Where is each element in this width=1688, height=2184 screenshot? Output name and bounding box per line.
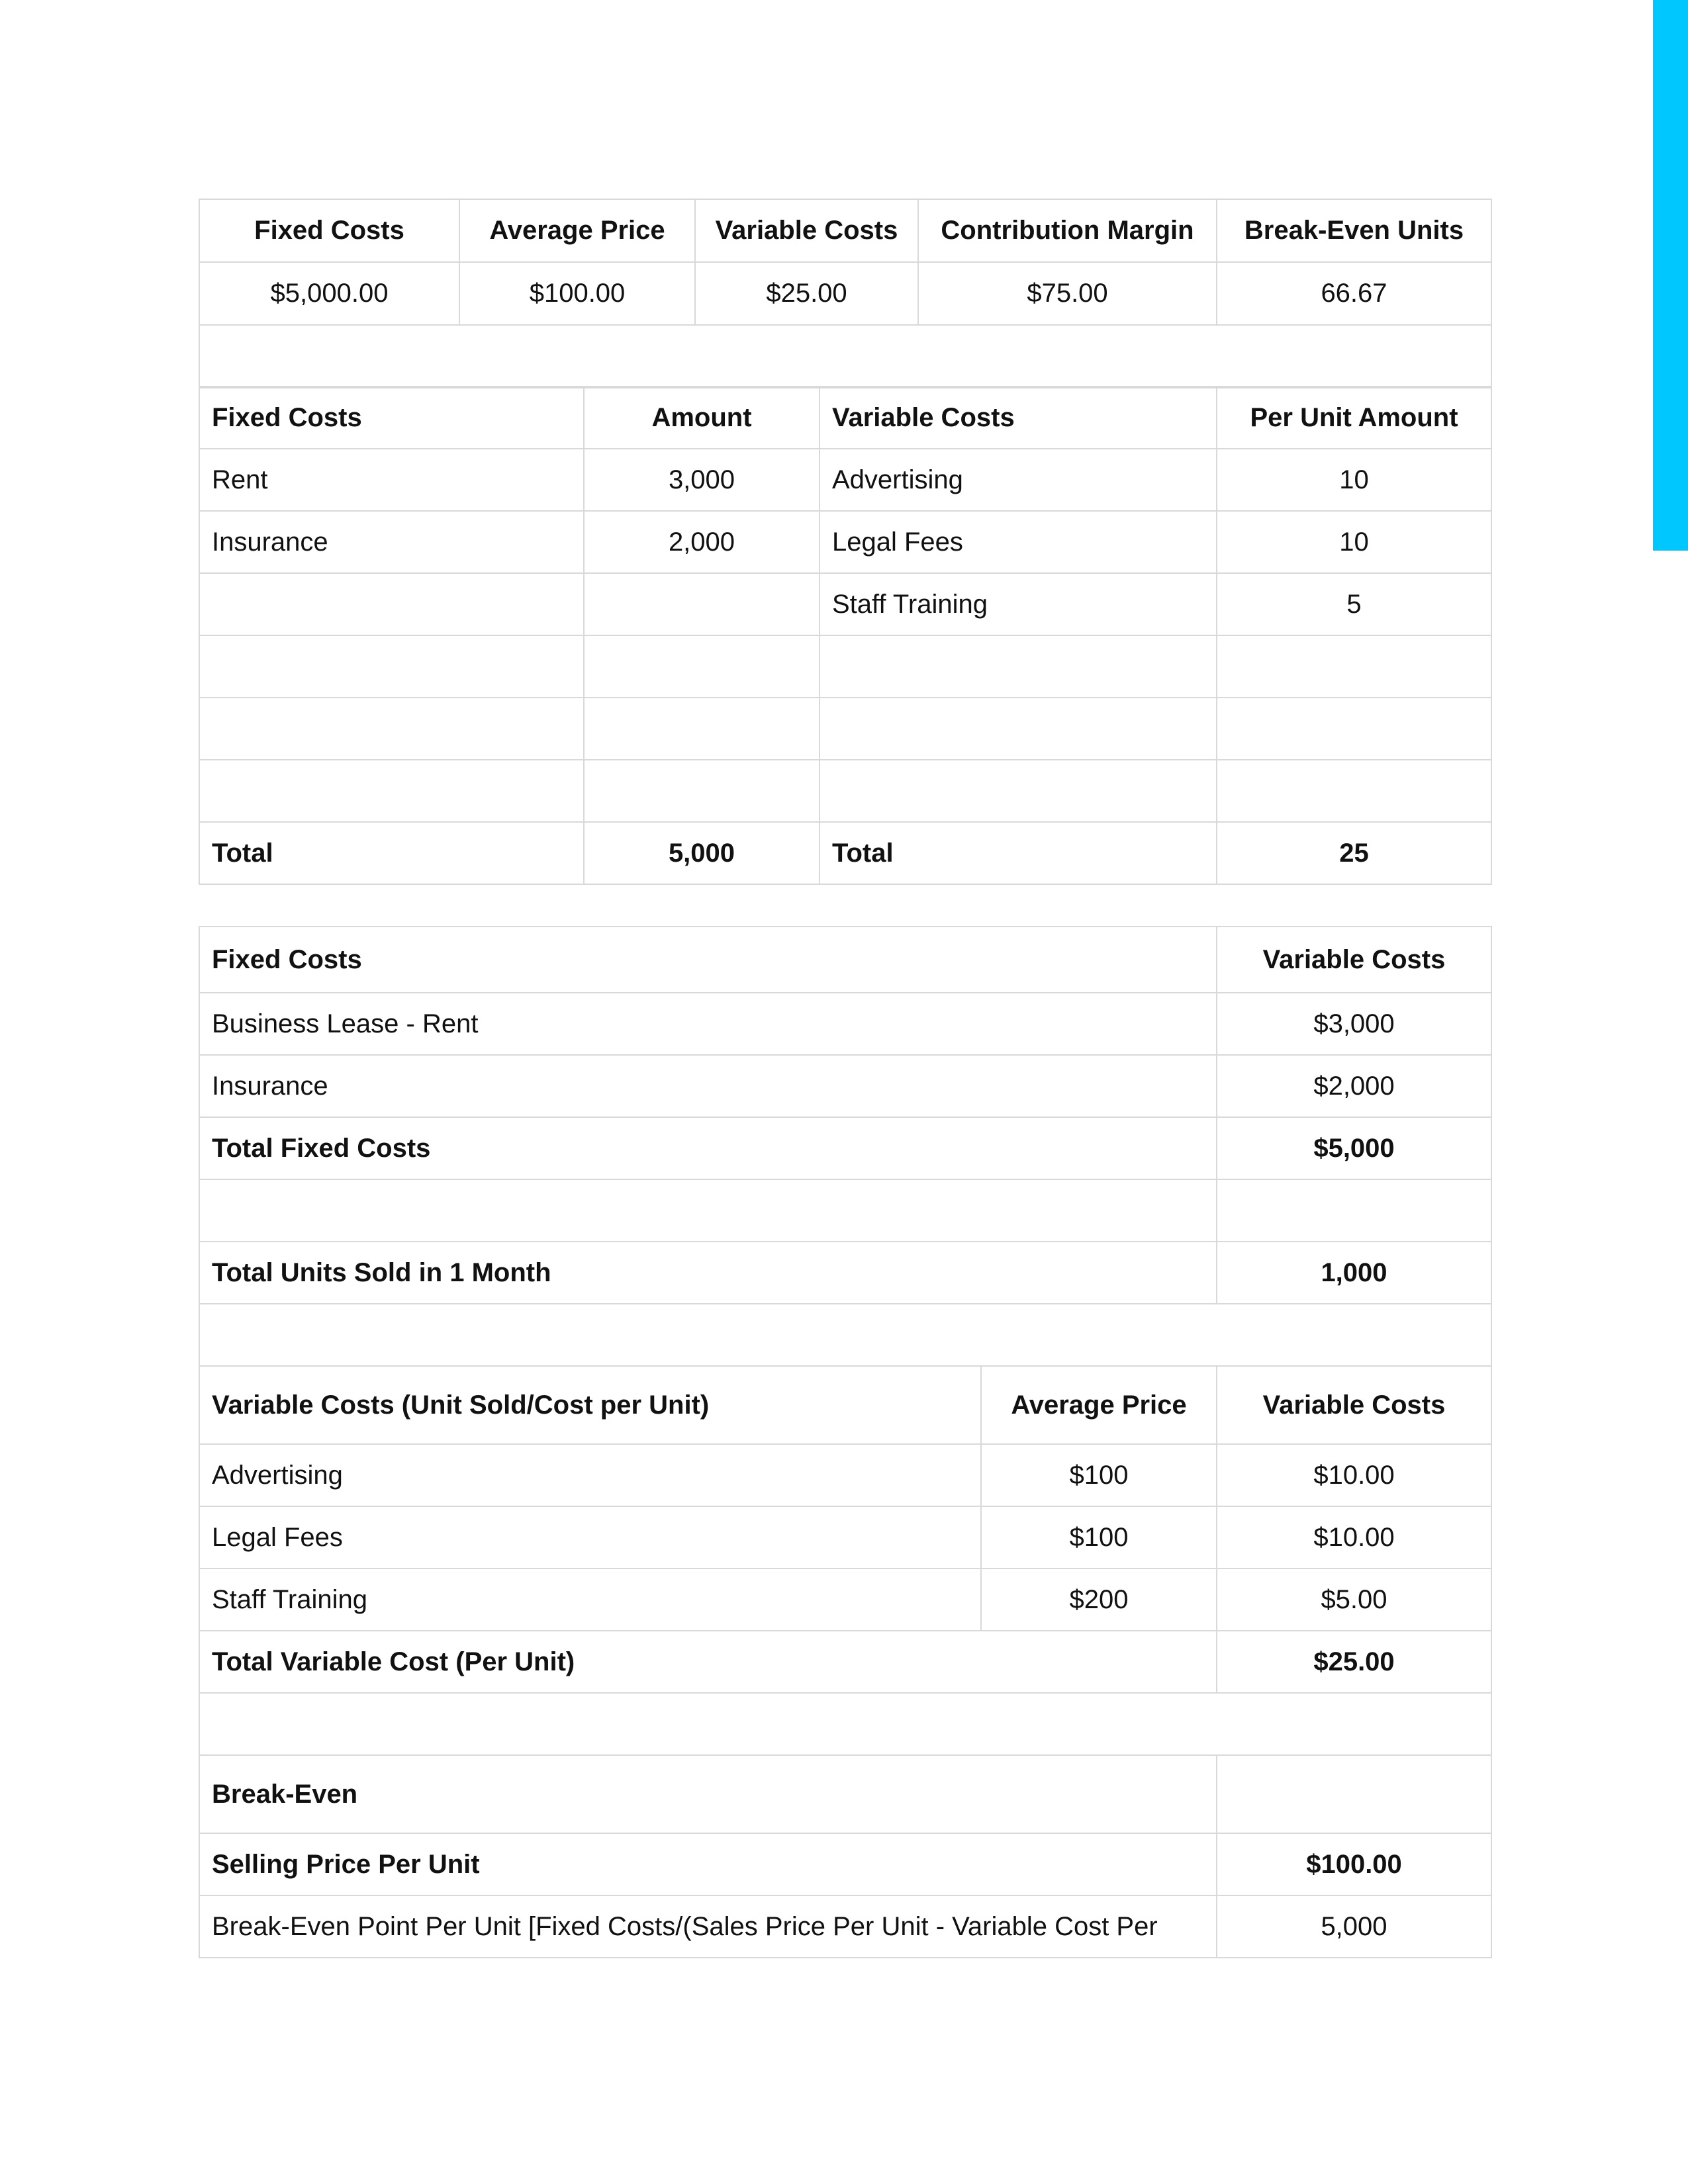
summary-spacer-row xyxy=(199,325,1491,388)
summary-value-variable-costs: $25.00 xyxy=(695,262,918,325)
table-row xyxy=(199,1569,1491,1631)
variable-cost-price: $100 xyxy=(981,1444,1217,1506)
summary-header-fixed-costs: Fixed Costs xyxy=(199,199,459,262)
units-sold-row xyxy=(199,1242,1491,1304)
total-fixed-row xyxy=(199,1117,1491,1179)
cost-details-table xyxy=(199,386,1492,885)
total-fixed-label: Total Fixed Costs xyxy=(199,1117,1217,1179)
details-variable-name: Staff Training xyxy=(820,573,1217,635)
details-header-fixed-costs: Fixed Costs xyxy=(199,387,584,449)
variable-section-header-row xyxy=(199,1366,1491,1444)
variable-cost-price: $200 xyxy=(981,1569,1217,1631)
break-even-header-row xyxy=(199,1755,1491,1833)
summary-value-contribution-margin: $75.00 xyxy=(918,262,1217,325)
details-fixed-name xyxy=(199,573,584,635)
fixed-cost-label: Insurance xyxy=(199,1055,1217,1117)
fixed-cost-label: Business Lease - Rent xyxy=(199,993,1217,1055)
break-even-header: Break-Even xyxy=(199,1755,1217,1833)
details-fixed-amount: 2,000 xyxy=(584,511,820,573)
details-variable-amount: 10 xyxy=(1217,449,1491,511)
summary-header-contribution-margin: Contribution Margin xyxy=(918,199,1217,262)
total-fixed-value: $5,000 xyxy=(1217,1117,1491,1179)
summary-header-average-price: Average Price xyxy=(459,199,695,262)
variable-cost-value: $10.00 xyxy=(1217,1444,1491,1506)
empty-cell xyxy=(584,760,820,822)
details-header-row xyxy=(199,387,1491,449)
empty-cell xyxy=(1217,635,1491,698)
details-variable-name: Legal Fees xyxy=(820,511,1217,573)
selling-price-value: $100.00 xyxy=(1217,1833,1491,1895)
summary-header-row xyxy=(199,199,1491,262)
summary-value-average-price: $100.00 xyxy=(459,262,695,325)
units-sold-label: Total Units Sold in 1 Month xyxy=(199,1242,1217,1304)
total-variable-value: $25.00 xyxy=(1217,1631,1491,1693)
details-fixed-name: Insurance xyxy=(199,511,584,573)
details-fixed-name: Rent xyxy=(199,449,584,511)
empty-cell xyxy=(1217,1179,1491,1242)
empty-cell xyxy=(199,635,584,698)
total-variable-label: Total Variable Cost (Per Unit) xyxy=(199,1631,1217,1693)
cost-breakdown-table xyxy=(199,926,1492,1958)
selling-price-label: Selling Price Per Unit xyxy=(199,1833,1217,1895)
empty-cell xyxy=(199,1304,1491,1366)
summary-table xyxy=(199,199,1492,388)
empty-row xyxy=(199,1304,1491,1366)
summary-spacer-cell xyxy=(199,325,1491,388)
details-fixed-amount: 3,000 xyxy=(584,449,820,511)
empty-cell xyxy=(199,1179,1217,1242)
selling-price-row xyxy=(199,1833,1491,1895)
details-total-variable-label: Total xyxy=(820,822,1217,884)
empty-cell xyxy=(820,698,1217,760)
total-variable-row xyxy=(199,1631,1491,1693)
details-total-fixed-label: Total xyxy=(199,822,584,884)
accent-bar xyxy=(1653,0,1688,551)
empty-cell xyxy=(820,635,1217,698)
summary-header-break-even-units: Break-Even Units xyxy=(1217,199,1491,262)
table-row xyxy=(199,1444,1491,1506)
empty-cell xyxy=(199,1693,1491,1755)
details-fixed-amount xyxy=(584,573,820,635)
details-header-amount: Amount xyxy=(584,387,820,449)
empty-row xyxy=(199,635,1491,698)
details-total-fixed-amount: 5,000 xyxy=(584,822,820,884)
breakdown-header-fixed-costs: Fixed Costs xyxy=(199,927,1217,993)
break-even-point-row xyxy=(199,1895,1491,1958)
breakdown-header-row xyxy=(199,927,1491,993)
details-variable-amount: 10 xyxy=(1217,511,1491,573)
empty-cell xyxy=(820,760,1217,822)
empty-row xyxy=(199,1693,1491,1755)
breakdown-header-variable-costs: Variable Costs xyxy=(1217,927,1491,993)
table-row xyxy=(199,1506,1491,1569)
details-variable-amount: 5 xyxy=(1217,573,1491,635)
variable-cost-label: Advertising xyxy=(199,1444,981,1506)
details-total-row xyxy=(199,822,1491,884)
summary-value-row xyxy=(199,262,1491,325)
variable-cost-price: $100 xyxy=(981,1506,1217,1569)
empty-cell xyxy=(1217,698,1491,760)
variable-section-header-price: Average Price xyxy=(981,1366,1217,1444)
summary-value-fixed-costs: $5,000.00 xyxy=(199,262,459,325)
details-header-per-unit-amount: Per Unit Amount xyxy=(1217,387,1491,449)
break-even-point-label: Break-Even Point Per Unit [Fixed Costs/(Sales Price Per Unit - Variable Cost Per xyxy=(199,1895,1217,1958)
table-row xyxy=(199,449,1491,511)
details-total-variable-amount: 25 xyxy=(1217,822,1491,884)
variable-cost-label: Legal Fees xyxy=(199,1506,981,1569)
variable-section-header-label: Variable Costs (Unit Sold/Cost per Unit) xyxy=(199,1366,981,1444)
variable-section-header-costs: Variable Costs xyxy=(1217,1366,1491,1444)
details-header-variable-costs: Variable Costs xyxy=(820,387,1217,449)
empty-row xyxy=(199,1179,1491,1242)
empty-cell xyxy=(199,698,584,760)
empty-cell xyxy=(199,760,584,822)
empty-row xyxy=(199,698,1491,760)
fixed-cost-value: $3,000 xyxy=(1217,993,1491,1055)
table-row xyxy=(199,1055,1491,1117)
empty-row xyxy=(199,760,1491,822)
table-row xyxy=(199,573,1491,635)
variable-cost-value: $5.00 xyxy=(1217,1569,1491,1631)
fixed-cost-value: $2,000 xyxy=(1217,1055,1491,1117)
empty-cell xyxy=(584,698,820,760)
units-sold-value: 1,000 xyxy=(1217,1242,1491,1304)
break-even-point-value: 5,000 xyxy=(1217,1895,1491,1958)
variable-cost-label: Staff Training xyxy=(199,1569,981,1631)
variable-cost-value: $10.00 xyxy=(1217,1506,1491,1569)
summary-value-break-even-units: 66.67 xyxy=(1217,262,1491,325)
empty-cell xyxy=(1217,760,1491,822)
empty-cell xyxy=(1217,1755,1491,1833)
empty-cell xyxy=(584,635,820,698)
details-variable-name: Advertising xyxy=(820,449,1217,511)
table-row xyxy=(199,511,1491,573)
summary-header-variable-costs: Variable Costs xyxy=(695,199,918,262)
table-row xyxy=(199,993,1491,1055)
